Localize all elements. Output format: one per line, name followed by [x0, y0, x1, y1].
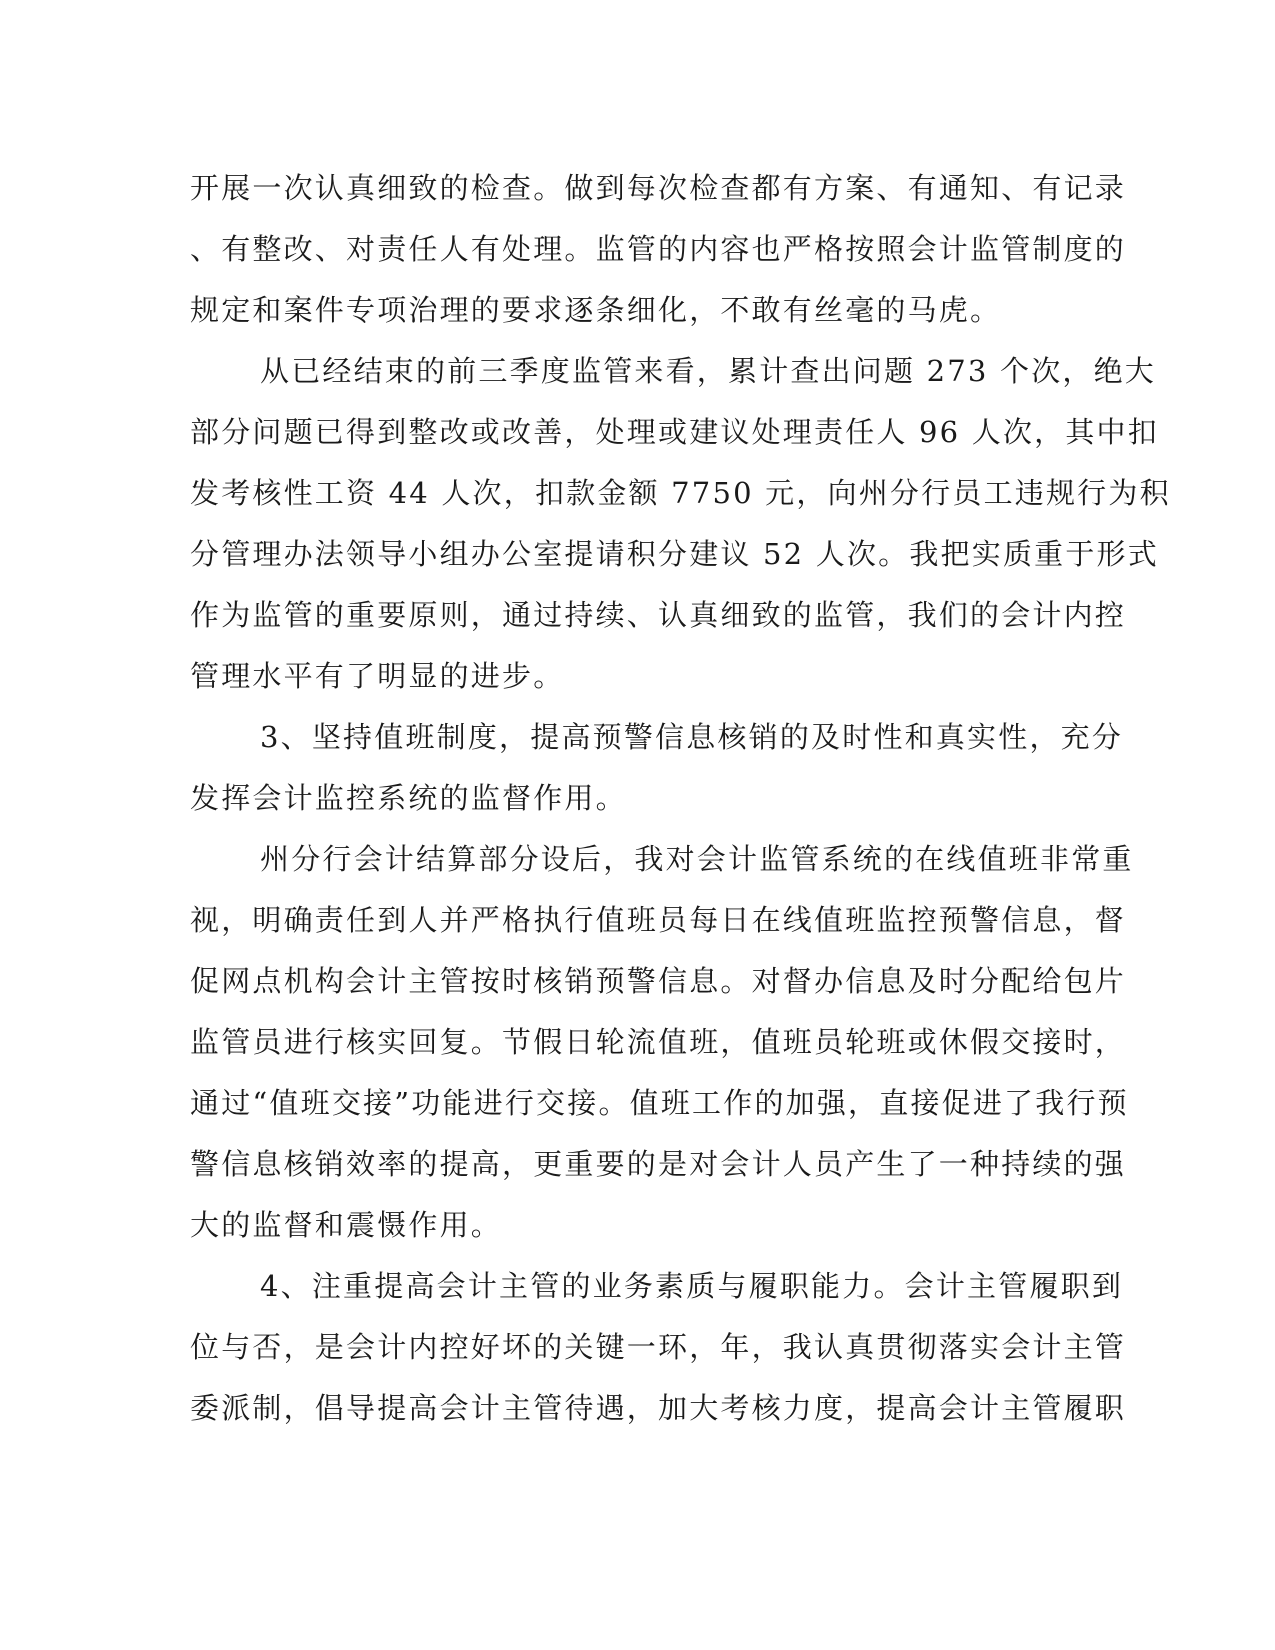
text-line: 州分行会计结算部分设后，我对会计监管系统的在线值班非常重 — [260, 842, 1134, 876]
text-line: 通过“值班交接”功能进行交接。值班工作的加强，直接促进了我行预 — [190, 1086, 1129, 1120]
text-line: 、有整改、对责任人有处理。监管的内容也严格按照会计监管制度的 — [190, 232, 1127, 266]
text-line: 警信息核销效率的提高，更重要的是对会计人员产生了一种持续的强 — [190, 1147, 1127, 1181]
text-line: 3、坚持值班制度，提高预警信息核销的及时性和真实性，充分 — [260, 720, 1124, 754]
text-line: 分管理办法领导小组办公室提请积分建议 52 人次。我把实质重于形式 — [190, 537, 1159, 571]
text-line: 委派制，倡导提高会计主管待遇，加大考核力度，提高会计主管履职 — [190, 1391, 1127, 1425]
text-line: 从已经结束的前三季度监管来看，累计查出问题 273 个次，绝大 — [260, 354, 1156, 388]
text-line: 大的监督和震慑作用。 — [190, 1208, 503, 1242]
text-line: 开展一次认真细致的检查。做到每次检查都有方案、有通知、有记录 — [190, 171, 1127, 205]
body-text — [190, 158, 1171, 1439]
text-line: 规定和案件专项治理的要求逐条细化，不敢有丝毫的马虎。 — [190, 293, 1002, 327]
text-line: 视，明确责任到人并严格执行值班员每日在线值班监控预警信息，督 — [190, 903, 1127, 937]
text-line: 监管员进行核实回复。节假日轮流值班，值班员轮班或休假交接时， — [190, 1025, 1127, 1059]
text-line: 发考核性工资 44 人次，扣款金额 7750 元，向州分行员工违规行为积 — [190, 476, 1171, 510]
text-line: 4、注重提高会计主管的业务素质与履职能力。会计主管履职到 — [260, 1269, 1124, 1303]
text-line: 位与否，是会计内控好坏的关键一环，年，我认真贯彻落实会计主管 — [190, 1330, 1127, 1364]
text-line: 部分问题已得到整改或改善，处理或建议处理责任人 96 人次，其中扣 — [190, 415, 1159, 449]
text-line: 促网点机构会计主管按时核销预警信息。对督办信息及时分配给包片 — [190, 964, 1127, 998]
text-line: 管理水平有了明显的进步。 — [190, 659, 565, 693]
text-line: 作为监管的重要原则，通过持续、认真细致的监管，我们的会计内控 — [190, 598, 1127, 632]
text-line: 发挥会计监控系统的监督作用。 — [190, 781, 627, 815]
